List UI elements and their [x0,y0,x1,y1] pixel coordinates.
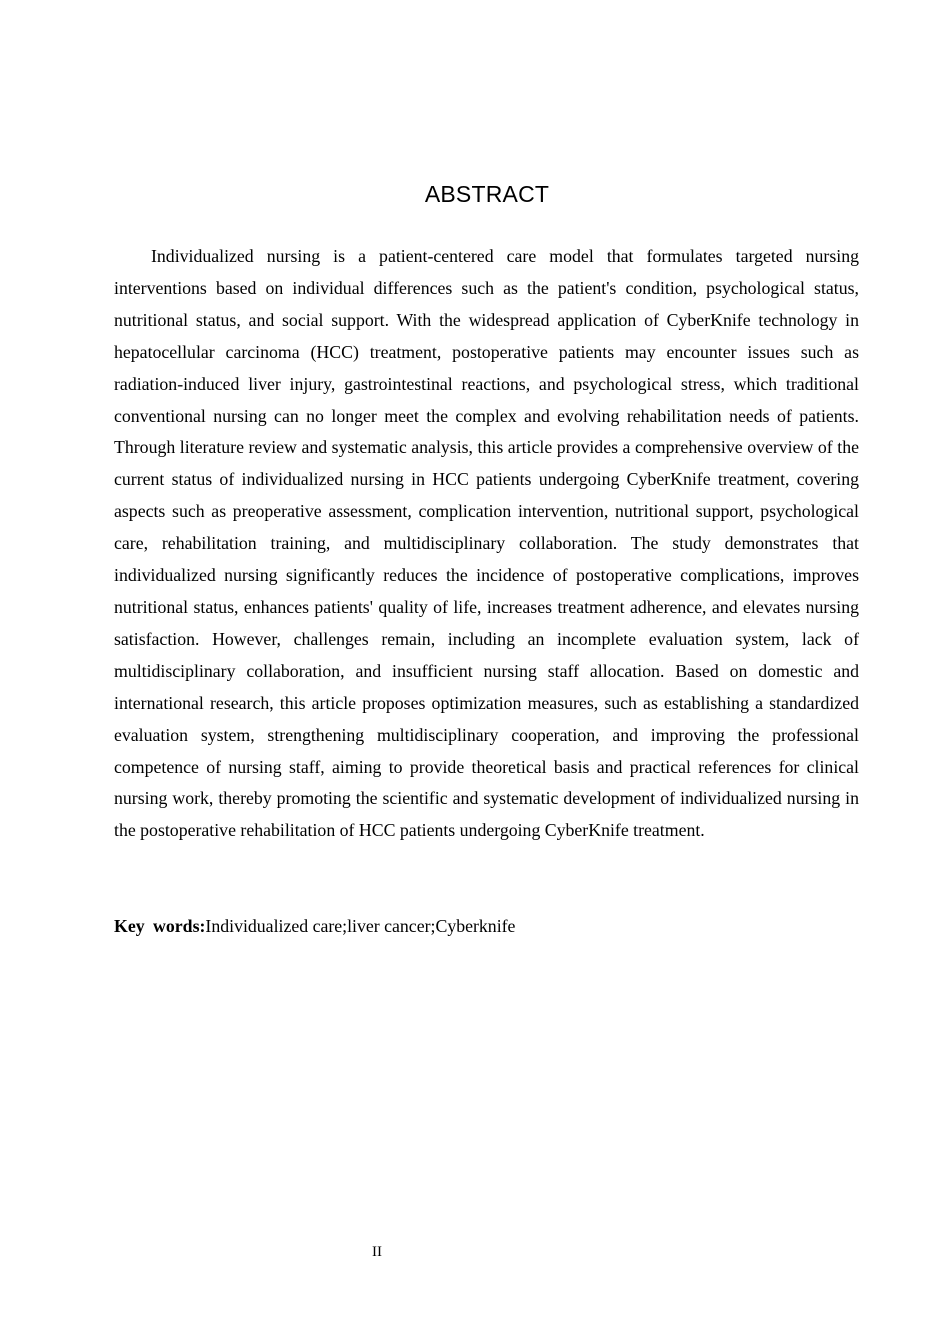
page-number: II [372,1244,382,1260]
keywords-line [114,911,859,943]
keywords-label: Key words: [114,916,206,936]
abstract-paragraph: Individualized nursing is a patient-centered care model that formulates targeted nursing interventions based on individual differences such as the patient's condition, psychological status, nutritional status, and social support. With the widespread application of CyberKnife technology in hepatocellular carcinoma (HCC) treatment, postoperative patients may encounter issues such as radiation-induced liver injury, gastrointestinal reactions, and psychological stress, which traditional conventional nursing can no longer meet the complex and evolving rehabilitation needs of patients. Through literature review and systematic analysis, this article provides a comprehensive overview of the current status of individualized nursing in HCC patients undergoing CyberKnife treatment, covering aspects such as preoperative assessment, complication intervention, nutritional support, psychological care, rehabilitation training, and multidisciplinary collaboration. The study demonstrates that individualized nursing significantly reduces the incidence of postoperative complications, improves nutritional status, enhances patients' quality of life, increases treatment adherence, and elevates nursing satisfaction. However, challenges remain, including an incomplete evaluation system, lack of multidisciplinary collaboration, and insufficient nursing staff allocation. Based on domestic and international research, this article proposes optimization measures, such as establishing a standardized evaluation system, strengthening multidisciplinary cooperation, and improving the professional competence of nursing staff, aiming to provide theoretical basis and practical references for clinical nursing work, thereby promoting the scientific and systematic development of individualized nursing in the postoperative rehabilitation of HCC patients undergoing CyberKnife treatment. [114,246,859,841]
keywords-value: Individualized care;liver cancer;Cyberknife [205,916,516,936]
abstract-title: ABSTRACT [424,181,550,207]
